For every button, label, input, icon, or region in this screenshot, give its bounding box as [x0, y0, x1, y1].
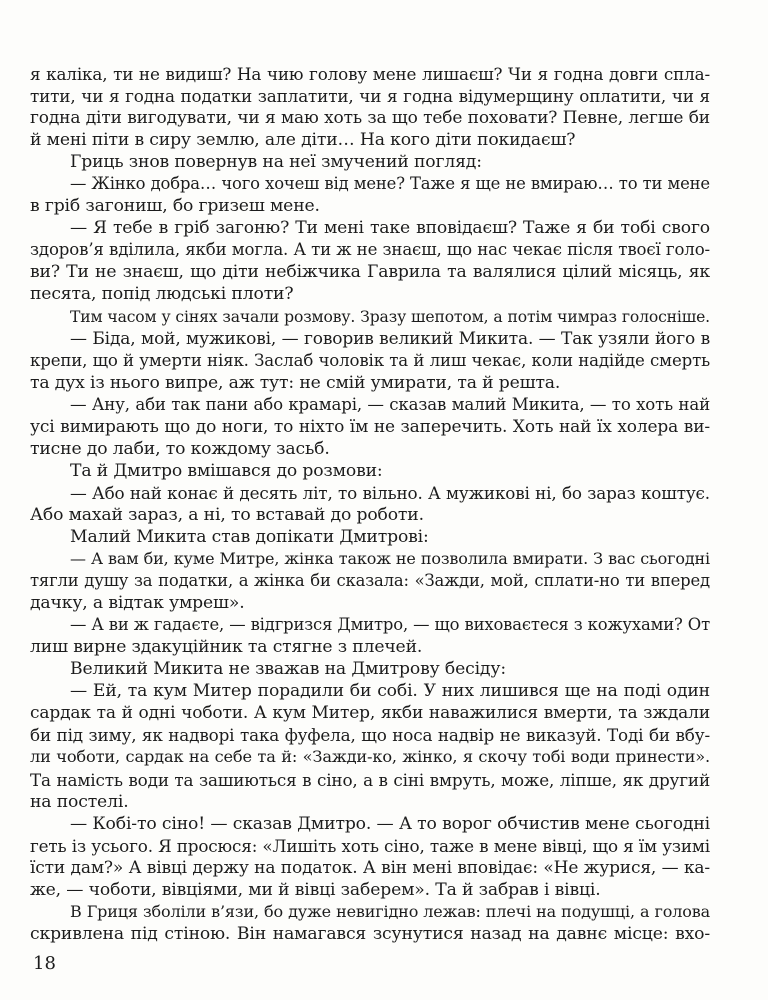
text-line: їсти дам?» А вівці держу на податок. А він мені вповідає: «Не журися, — ка-	[30, 857, 710, 878]
text-line: здоров’я вділила, якби могла. А ти ж не знаєш, що нас чекає після твоєї голо-	[30, 240, 710, 260]
text-line: та дух із нього випре, аж тут: не смій умирати, та й решта.	[30, 372, 561, 393]
text-line: на постелі.	[30, 791, 129, 812]
text-line: дачку, а відтак умреш».	[30, 593, 245, 614]
text-line: песята, попід людські плоти?	[30, 284, 294, 305]
text-line: я каліка, ти не видиш? На чию голову мене лишаєш? Чи я годна довги спла-	[30, 64, 710, 84]
text-line: Та намість води та зашиються в сіно, а в сіні вмруть, може, ліпше, як другий	[30, 769, 710, 790]
text-line: В Гриця зболіли в’язи, бо дуже невигідно лежав: плечі на подушці, а голова	[70, 901, 710, 921]
text-line: тягли душу за податки, а жінка би сказала: «Зажди, мой, сплати-но ти вперед	[30, 571, 710, 591]
text-line: скривлена під стіною. Він намагався зсунутися назад на давнє місце: вхо-	[30, 923, 710, 944]
page-text	[30, 63, 710, 945]
text-line: Та й Дмитро вмішався до розмови:	[70, 460, 383, 481]
text-line: в гріб загониш, бо гризеш мене.	[30, 196, 320, 217]
text-line: Малий Микита став допікати Дмитрові:	[70, 526, 429, 547]
text-line: — Ану, аби так пани або крамарі, — сказав малий Микита, — то хоть най	[70, 394, 710, 414]
text-line: Тим часом у сінях зачали розмову. Зразу шепотом, а потім чимраз голосніше.	[70, 307, 710, 326]
text-line: й мені піти в сиру землю, але діти… На кого діти покидаєш?	[30, 130, 576, 151]
page-number: 18	[33, 953, 56, 974]
text-line: Або махай зараз, а ні, то вставай до роботи.	[30, 504, 424, 525]
text-line: геть із усього. Я просюся: «Лишіть хоть сіно, таже в мене вівці, що я їм узимі	[30, 835, 710, 856]
text-line: усі вимирають що до ноги, то ніхто їм не заперечить. Хоть най їх холера ви-	[30, 416, 710, 437]
text-line: — Ей, та кум Митер порадили би собі. У них лишився ще на поді один	[70, 681, 710, 702]
text-line: — А ви ж гадаєте, — відгризся Дмитро, — що виховаєтеся з кожухами? От	[70, 615, 710, 635]
text-line: лиш вирне здакуційник та стягне з плечей.	[30, 637, 423, 658]
text-line: крепи, що й умерти ніяк. Заслаб чоловік та й лиш чекає, коли надійде смерть	[30, 350, 710, 370]
text-line: — Я тебе в гріб загоню? Ти мені таке вповідаєш? Таже я би тобі свого	[70, 218, 710, 239]
text-line: — Або най конає й десять літ, то вільно. А мужикові ні, бо зараз коштує.	[70, 482, 710, 503]
text-line: — А вам би, куме Митре, жінка також не позволила вмирати. З вас сьогодні	[70, 549, 710, 569]
text-line: — Жінко добра… чого хочеш від мене? Таже я ще не вмираю… то ти мене	[70, 174, 710, 194]
text-line: сардак та й одні чоботи. А кум Митер, якби наважилися вмерти, та зждали	[30, 703, 710, 724]
text-line: Гриць знов повернув на неї змучений погляд:	[70, 152, 482, 173]
text-line: тисне до лаби, то кождому засьб.	[30, 438, 330, 459]
text-line: тити, чи я годна податки заплатити, чи я годна відумерщину оплатити, чи я	[30, 86, 710, 107]
text-line: ви? Ти не знаєш, що діти небіжчика Гаврила та валялися цілий місяць, як	[30, 262, 710, 283]
text-line: Великий Микита не зважав на Дмитрову бесіду:	[70, 659, 506, 680]
text-line: годна діти вигодувати, чи я маю хоть за що тебе поховати? Певне, легше би	[30, 108, 710, 129]
text-line: би під зиму, як надворі така фуфела, що носа надвір не виказуй. Тоді би вбу-	[30, 725, 710, 746]
text-line: же, — чоботи, вівціями, ми й вівці заберем». Та й забрав і вівці.	[30, 879, 601, 900]
text-line: — Біда, мой, мужикові, — говорив великий Микита. — Так узяли його в	[70, 328, 710, 349]
text-line: — Кобі-то сіно! — сказав Дмитро. — А то ворог обчистив мене сьогодні	[70, 813, 710, 834]
text-line: ли чоботи, сардак на себе та й: «Зажди-ко, жінко, я скочу тобі води принести».	[30, 747, 710, 767]
